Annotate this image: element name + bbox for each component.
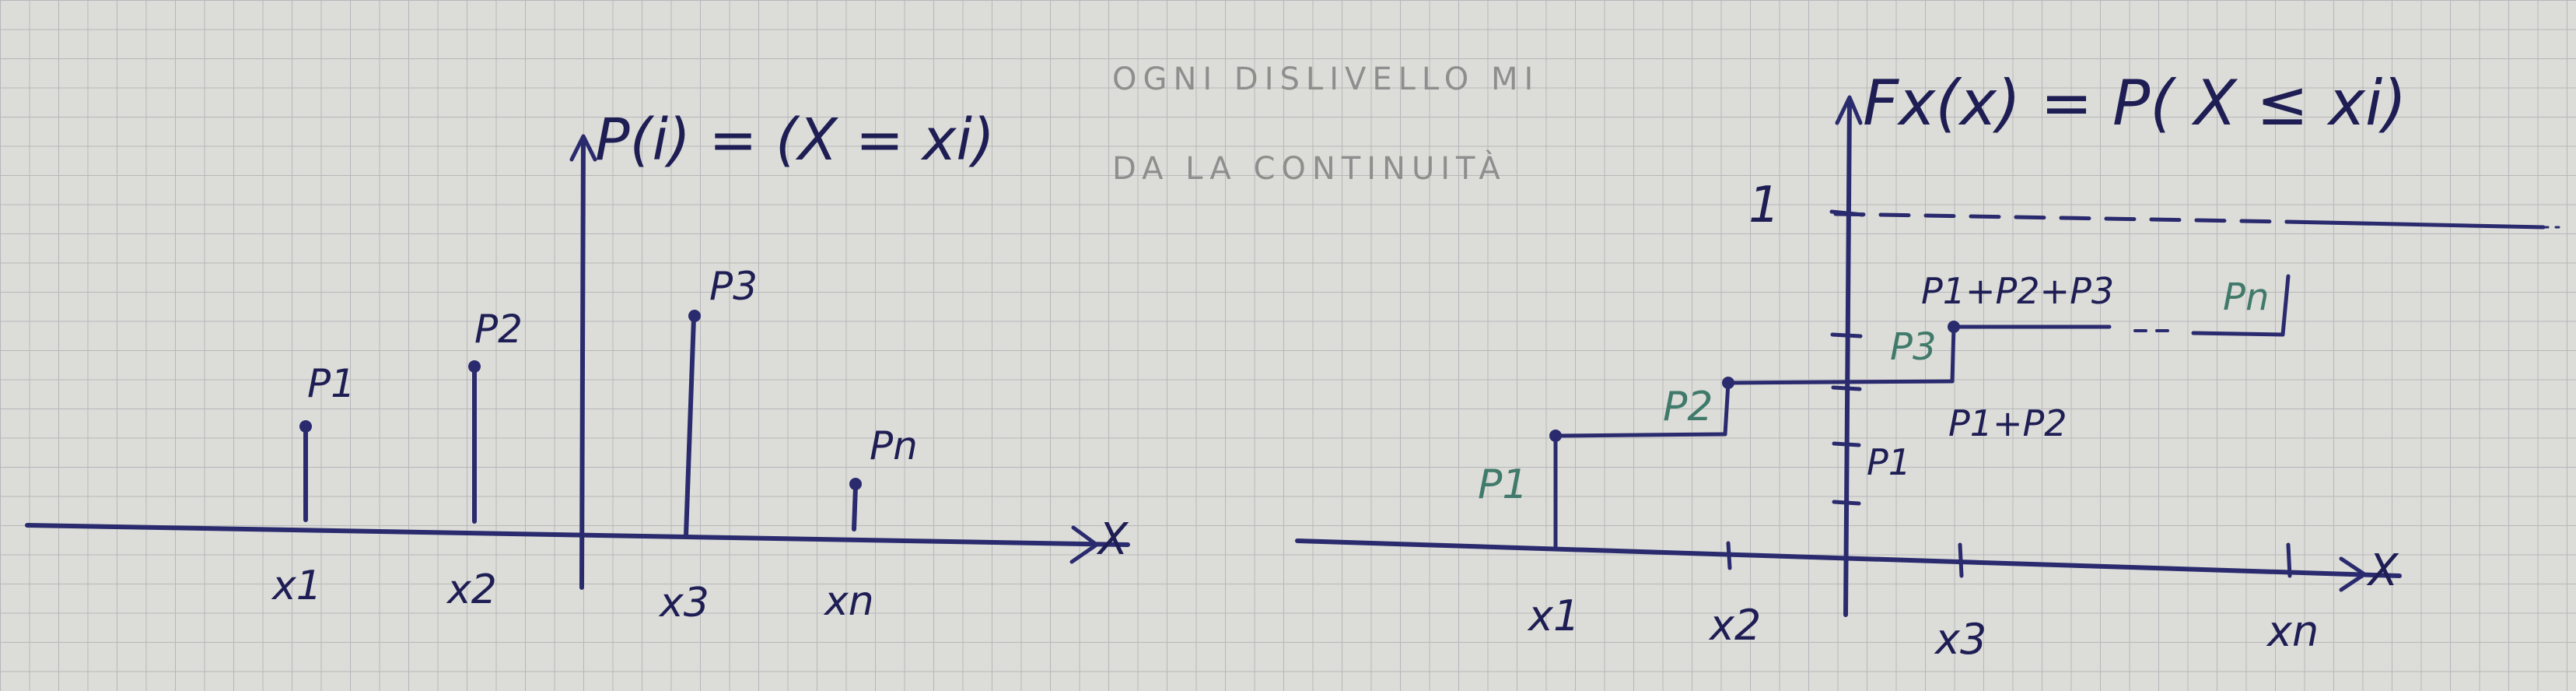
cdf-jump-label-2: P2 — [1663, 384, 1713, 430]
cdf-tick-y-a — [1832, 335, 1860, 336]
pmf-p-label-1: P1 — [307, 361, 355, 406]
pmf-point-1 — [299, 420, 312, 433]
cdf-x-label-n: xn — [2267, 607, 2319, 656]
note-line-1: OGNI DISLIVELLO MI — [1112, 61, 1540, 97]
cdf-tick-x2 — [1728, 543, 1730, 568]
cdf-jump-label-1: P1 — [1478, 461, 1528, 508]
cdf-jump-label-n: Pn — [2223, 275, 2270, 319]
cdf-formula: Fx(x) = P( X ≤ xi) — [1863, 67, 2407, 139]
cdf-x-axis-label: X — [2368, 545, 2399, 596]
cdf-cum-label-1: P1 — [1867, 441, 1912, 483]
pmf-y-axis — [582, 139, 583, 588]
pmf-x-label-1: x1 — [272, 563, 322, 609]
pmf-x-label-3: x3 — [660, 580, 709, 626]
pmf-x-label-n: xn — [824, 578, 874, 625]
cdf-jump-label-3: P3 — [1890, 325, 1937, 369]
pmf-stem-n — [854, 486, 856, 529]
cdf-cum-label-3: P1+P2+P3 — [1921, 270, 2115, 312]
cdf-tick-x3 — [1960, 545, 1962, 576]
cdf-tick-y-d — [1834, 502, 1859, 503]
pmf-point-n — [849, 478, 862, 490]
pmf-p-label-2: P2 — [474, 307, 523, 352]
note-line-2: DA LA CONTINUITÀ — [1112, 151, 1507, 187]
cdf-tick-xn — [2288, 545, 2290, 576]
cdf-x-label-3: x3 — [1935, 615, 1987, 664]
pmf-x-label-2: x2 — [447, 566, 497, 613]
pmf-p-label-n: Pn — [870, 423, 918, 468]
cdf-point-3 — [1948, 321, 1960, 333]
cdf-point-2 — [1722, 377, 1734, 389]
pmf-formula: P(i) = (X = xi) — [595, 107, 995, 174]
pmf-p-label-3: P3 — [709, 264, 758, 309]
pmf-point-3 — [688, 310, 701, 322]
cdf-one-label: 1 — [1748, 177, 1780, 234]
cdf-x-label-2: x2 — [1710, 601, 1762, 650]
pmf-point-2 — [468, 360, 481, 373]
cdf-tick-y-b — [1833, 388, 1860, 389]
cdf-x-label-1: x1 — [1528, 591, 1580, 640]
cdf-tick-y-c — [1834, 444, 1859, 445]
pmf-x-axis-label: X — [1098, 514, 1129, 565]
cdf-point-1 — [1549, 430, 1562, 442]
cdf-cum-label-2: P1+P2 — [1948, 402, 2067, 444]
